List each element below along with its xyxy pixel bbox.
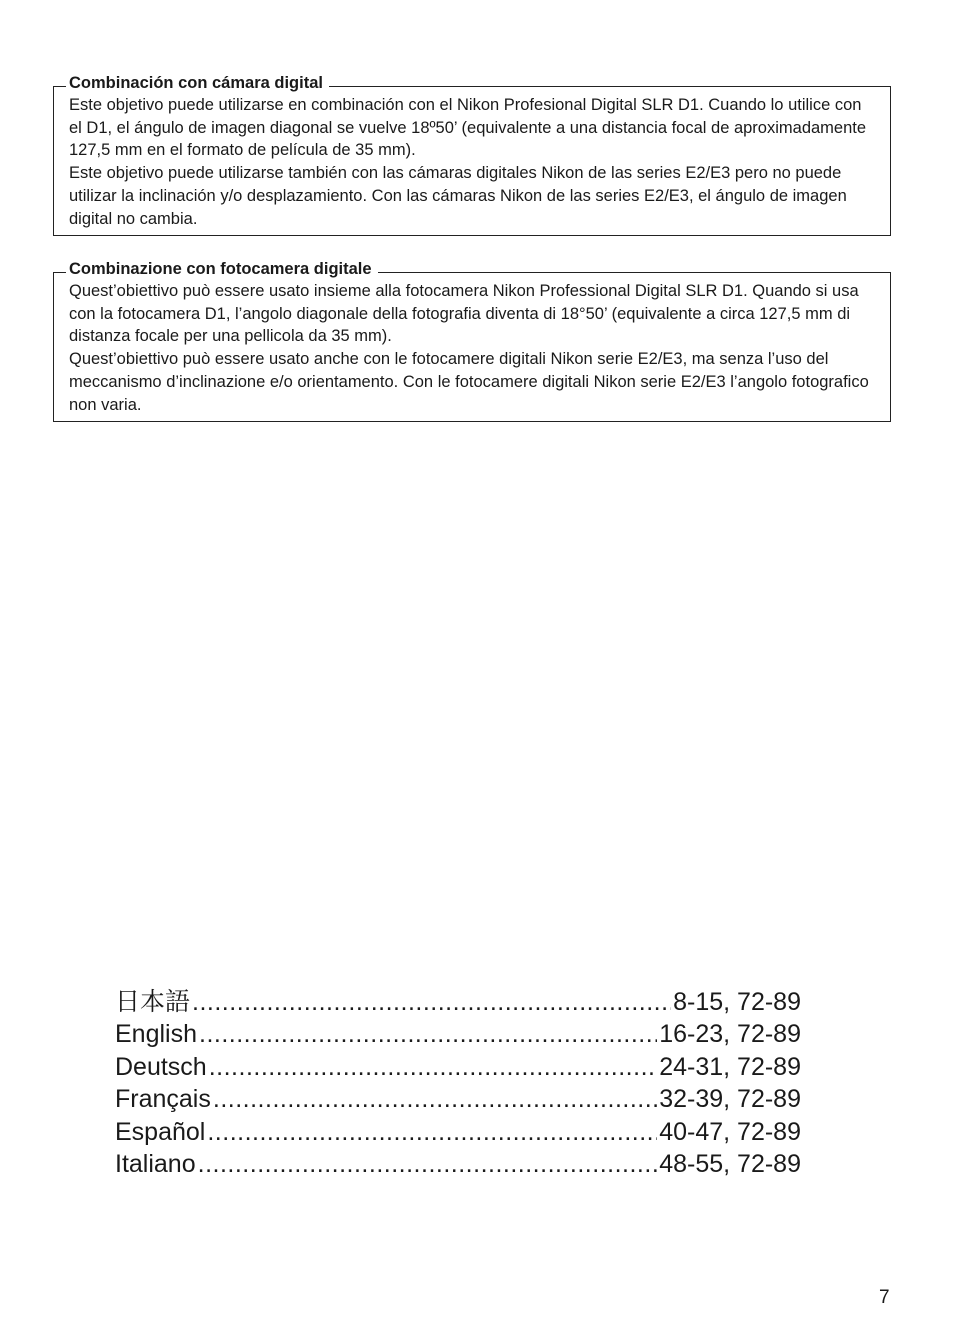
toc-row-italian[interactable] xyxy=(115,1148,801,1180)
toc-pages: 16-23, 72-89 xyxy=(659,1020,801,1049)
toc-leader-dots xyxy=(198,1148,658,1180)
toc-row-japanese[interactable] xyxy=(115,986,801,1018)
note-paragraph: Quest’obiettivo può essere usato anche con le fotocamere digitali Nikon serie E2/E3, ma senza l’uso del meccanismo d’inclinazione e/o orientamento. Con le fotocamere digitali Nikon serie E2/E3 l’angolo fotografico non varia. xyxy=(69,350,869,414)
note-title: Combinación con cámara digital xyxy=(66,73,329,93)
note-body xyxy=(69,280,876,416)
note-paragraph: Este objetivo puede utilizarse en combinación con el Nikon Profesional Digital SLR D1. Cuando lo utilice con el D1, el ángulo de imagen diagonal se vuelve 18º50’ (equivalente a una distancia focal de aproximadamente 127,5 mm en el formato de película de 35 mm). xyxy=(69,96,867,160)
note-paragraph: Quest’obiettivo può essere usato insieme alla fotocamera Nikon Professional Digital SLR D1. Quando si usa con la fotocamera D1, l’angolo diagonale della fotografia diventa di 18°50’ (equivalente a circa 127,5 mm di distanza focale per una pellicola da 35 mm). xyxy=(69,282,859,346)
toc-label: Español xyxy=(115,1117,206,1146)
toc-leader-dots xyxy=(207,1116,657,1148)
note-box-italian xyxy=(53,260,891,422)
toc-leader-dots xyxy=(192,986,671,1018)
toc-label: Français xyxy=(115,1085,211,1114)
toc-row-german[interactable] xyxy=(115,1051,801,1083)
toc-row-english[interactable] xyxy=(115,1018,801,1050)
toc-row-french[interactable] xyxy=(115,1083,801,1115)
toc-label: Italiano xyxy=(115,1149,196,1178)
toc-pages: 40-47, 72-89 xyxy=(659,1117,801,1146)
toc-label: English xyxy=(115,1020,197,1049)
note-title: Combinazione con fotocamera digitale xyxy=(66,259,378,279)
language-index xyxy=(115,986,801,1180)
note-box-spanish xyxy=(53,74,891,236)
toc-leader-dots xyxy=(213,1083,657,1115)
toc-leader-dots xyxy=(199,1018,657,1050)
toc-pages: 24-31, 72-89 xyxy=(659,1052,801,1081)
toc-leader-dots xyxy=(209,1051,658,1083)
page-number: 7 xyxy=(879,1287,890,1308)
toc-pages: 48-55, 72-89 xyxy=(659,1149,801,1178)
toc-label: Deutsch xyxy=(115,1052,207,1081)
toc-pages: 8-15, 72-89 xyxy=(673,988,801,1016)
note-body xyxy=(69,94,876,230)
toc-label: 日本語 xyxy=(115,988,191,1016)
toc-row-spanish[interactable] xyxy=(115,1116,801,1148)
note-paragraph: Este objetivo puede utilizarse también con las cámaras digitales Nikon de las series E2/E3 pero no puede utilizar la inclinación y/o desplazamiento. Con las cámaras Nikon de las series E2/E3, el ángulo de imagen digital no cambia. xyxy=(69,164,847,228)
toc-pages: 32-39, 72-89 xyxy=(659,1085,801,1114)
